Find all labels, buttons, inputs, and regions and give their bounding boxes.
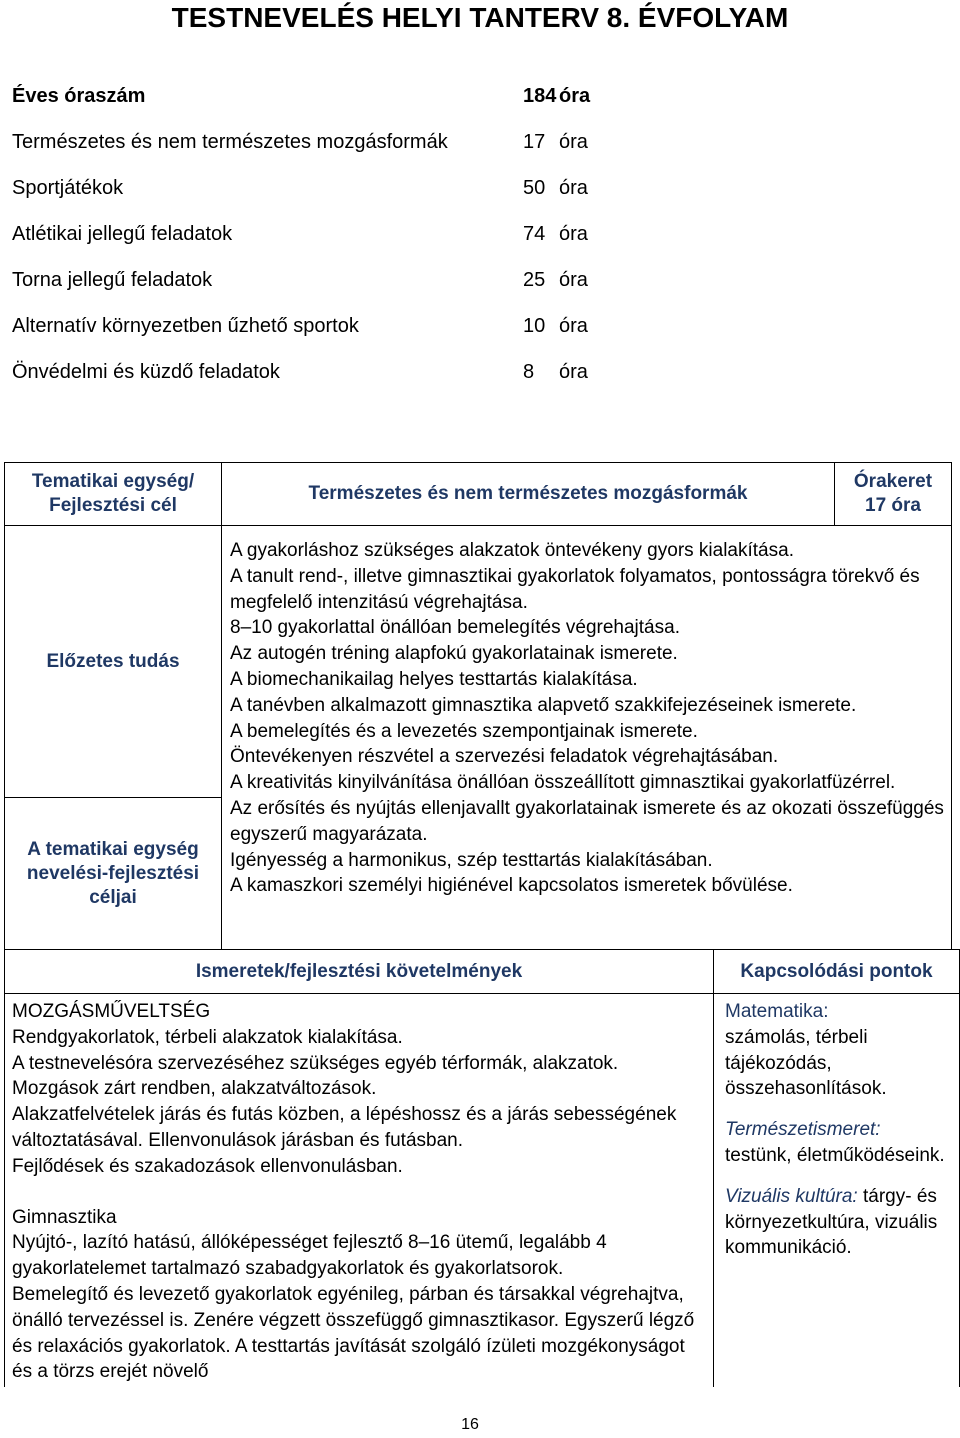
hours-value: 25	[523, 269, 546, 291]
content-line: Öntevékenyen részvétel a szervezési feladatok végrehajtásában.	[230, 746, 779, 768]
hours-budget-label: Órakeret	[853, 471, 933, 492]
link-text: számolás, térbeli tájékozódás, összehasonlítások.	[725, 1026, 887, 1100]
topic-title: Természetes és nem természetes mozgásformák	[221, 462, 835, 526]
requirement-line: Fejlődések és szakadozások ellenvonulásban.	[12, 1155, 403, 1177]
content-line: 8–10 gyakorlattal önállóan bemelegítés végrehajtása.	[230, 617, 680, 639]
content-line: Igényesség a harmonikus, szép testtartás kialakításában.	[230, 849, 713, 871]
hours-unit: óra	[559, 361, 588, 383]
hours-label: Éves óraszám	[12, 85, 146, 107]
hours-unit: óra	[559, 315, 588, 337]
content-line: A bemelegítés és a levezetés szempontjainak ismerete.	[230, 720, 698, 742]
requirement-line: Alakzatfelvételek járás és futás közben, a lépéshossz és a járás sebességének változtatásával. Ellenvonulások járásban és futásban.	[12, 1104, 677, 1151]
hours-label: Atlétikai jellegű feladatok	[12, 223, 233, 245]
hours-value: 8	[523, 361, 535, 383]
page-number: 16	[461, 1416, 479, 1433]
hours-label: Sportjátékok	[12, 177, 124, 199]
hours-value: 74	[523, 223, 546, 245]
hours-label: Torna jellegű feladatok	[12, 269, 213, 291]
hours-value: 17	[523, 131, 546, 153]
hours-unit: óra	[559, 177, 588, 199]
hours-budget-value: 17 óra	[865, 495, 921, 516]
hours-unit: óra	[559, 131, 588, 153]
requirements-body	[4, 993, 714, 1387]
hours-value: 10	[523, 315, 546, 337]
requirement-line: Bemelegítő és levezető gyakorlatok egyénileg, párban és társakkal végrehajtva, önálló tervezéssel is. Zenére végzett összefüggő gimnasztikasor. Egyszerű légző és relaxációs gyakorlatok. A testtartás javítását szolgáló ízületi mozgékonyságot és a törzs erejét növelő	[12, 1283, 695, 1383]
content-line: Az erősítés és nyújtás ellenjavallt gyakorlatainak ismerete és az okozati összefüggés egyszerű magyarázata.	[230, 797, 944, 845]
section-heading: MOZGÁSMŰVELTSÉG	[12, 1001, 211, 1022]
link-text: testünk, életműködéseink.	[725, 1144, 945, 1166]
prior-knowledge-label: Előzetes tudás	[4, 525, 222, 798]
requirement-line: A testnevelésóra szervezéséhez szükséges egyéb térformák, alakzatok. Mozgások zárt rendben, alakzatváltozások.	[12, 1052, 619, 1100]
content-line: A kamaszkori személyi higiénével kapcsolatos ismeretek bővülése.	[230, 875, 793, 897]
goals-label: A tematikai egység nevelési-fejlesztési céljai	[4, 797, 222, 950]
hours-unit: óra	[559, 269, 588, 291]
unit-table	[4, 462, 952, 950]
content-line: A kreativitás kinyilvánítása önállóan összeállított gimnasztikai gyakorlatfüzérrel.	[230, 772, 896, 794]
link-subject: Természetismeret:	[725, 1119, 881, 1141]
links-body	[713, 993, 960, 1387]
content-line: Az autogén tréning alapfokú gyakorlatainak ismerete.	[230, 643, 678, 665]
links-header: Kapcsolódási pontok	[713, 949, 960, 994]
requirement-line: Rendgyakorlatok, térbeli alakzatok kialakítása.	[12, 1026, 403, 1048]
link-subject: Matematika:	[725, 1001, 829, 1022]
hours-budget	[834, 462, 952, 526]
hours-value: 50	[523, 177, 546, 199]
content-line: A tanévben alkalmazott gimnasztika alapvető szakkifejezéseinek ismerete.	[230, 694, 857, 716]
content-line: A tanult rend-, illetve gimnasztikai gyakorlatok folyamatos, pontosságra törekvő és megfelelő intenzitású végrehajtása.	[230, 565, 920, 613]
hours-unit: óra	[559, 85, 591, 107]
page-title: TESTNEVELÉS HELYI TANTERV 8. ÉVFOLYAM	[171, 2, 789, 33]
hours-label: Önvédelmi és küzdő feladatok	[12, 361, 280, 383]
hours-unit: óra	[559, 223, 588, 245]
hours-label: Természetes és nem természetes mozgásformák	[12, 131, 448, 153]
requirement-line: Nyújtó-, lazító hatású, állóképességet fejlesztő 8–16 ütemű, legalább 4 gyakorlatelemet tartalmazó szabadgyakorlatok és gyakorlatsorok.	[12, 1232, 607, 1280]
requirements-table	[4, 949, 960, 1387]
link-subject: Vizuális kultúra:	[725, 1185, 858, 1207]
content-line: A gyakorláshoz szükséges alakzatok öntevékeny gyors kialakítása.	[230, 540, 794, 561]
section-heading: Gimnasztika	[12, 1206, 117, 1228]
link-text: tárgy- és környezetkultúra, vizuális kommunikáció.	[725, 1185, 938, 1259]
topic-label: Tematikai egység/ Fejlesztési cél	[4, 462, 222, 526]
requirements-header: Ismeretek/fejlesztési követelmények	[4, 949, 714, 994]
unit-content	[221, 525, 952, 950]
hours-label: Alternatív környezetben űzhető sportok	[12, 315, 359, 337]
content-line: A biomechanikailag helyes testtartás kialakítása.	[230, 668, 638, 690]
hours-value: 184	[523, 85, 557, 107]
link-item	[725, 1184, 955, 1261]
